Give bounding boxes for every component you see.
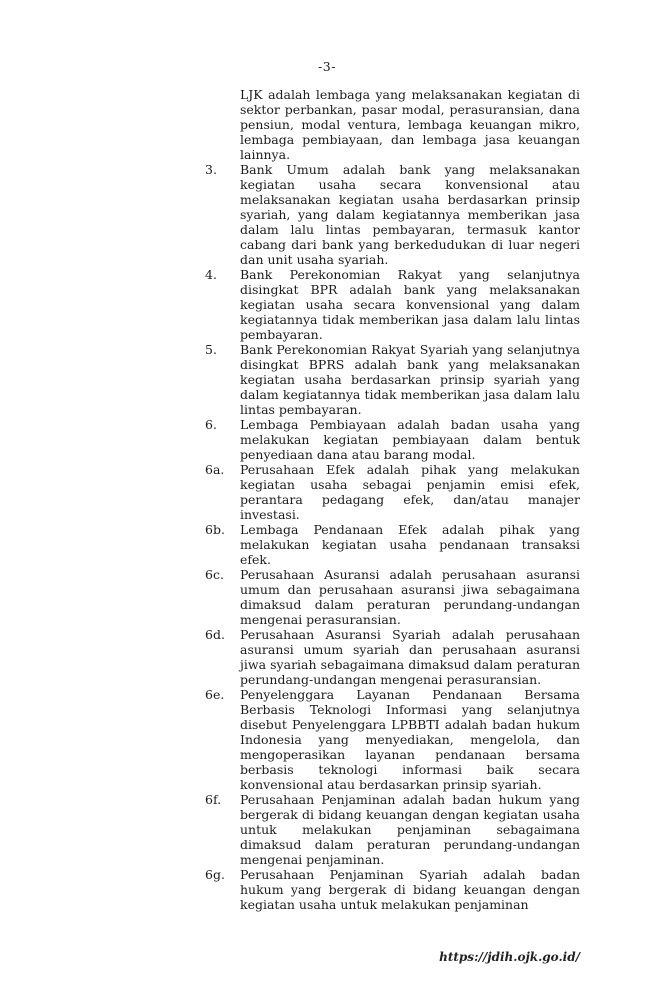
list-item-number: 6e. [205, 687, 225, 702]
list-item-text: Penyelenggara Layanan Pendanaan Bersama Berbasis Teknologi Informasi yang selanjutnya disebut Penyelenggara LPBBTI adalah badan hukum Indonesia yang menyediakan, mengelola, dan mengoperasikan layanan pendanaan bersama berbasis teknologi informasi baik secara konvensional atau berdasarkan prinsip syariah. [240, 687, 580, 792]
list-item [205, 342, 580, 417]
page-number: -3- [318, 59, 336, 74]
list-item-text: Perusahaan Efek adalah pihak yang melakukan kegiatan usaha sebagai penjamin emisi efek, perantara pedagang efek, dan/atau manajer investasi. [240, 462, 580, 522]
list-item-text: Perusahaan Asuransi Syariah adalah perusahaan asuransi umum syariah dan perusahaan asuransi jiwa syariah sebagaimana dimaksud dalam peraturan perundang-undangan mengenai perasuransian. [240, 627, 580, 687]
list-item [205, 522, 580, 567]
list-item [205, 567, 580, 627]
list-item-text: Lembaga Pembiayaan adalah badan usaha yang melakukan kegiatan pembiayaan dalam bentuk penyediaan dana atau barang modal. [240, 417, 580, 462]
list-item-text: Perusahaan Penjaminan Syariah adalah badan hukum yang bergerak di bidang keuangan dengan kegiatan usaha untuk melakukan penjaminan [240, 867, 580, 912]
list-item [205, 267, 580, 342]
list-item [205, 462, 580, 522]
list-item-number: 6c. [205, 567, 224, 582]
list-item-number: 3. [205, 162, 217, 177]
list-item-text: Bank Perekonomian Rakyat Syariah yang selanjutnya disingkat BPRS adalah bank yang melaksanakan kegiatan usaha berdasarkan prinsip syariah yang dalam kegiatannya tidak memberikan jasa dalam lalu lintas pembayaran. [240, 342, 580, 417]
list-item-text: Lembaga Pendanaan Efek adalah pihak yang melakukan kegiatan usaha pendanaan transaksi efek. [240, 522, 580, 567]
list-item [205, 792, 580, 867]
list-item-text: Bank Umum adalah bank yang melaksanakan kegiatan usaha secara konvensional atau melaksanakan kegiatan usaha berdasarkan prinsip syariah, yang dalam kegiatannya memberikan jasa dalam lalu lintas pembayaran, termasuk kantor cabang dari bank yang berkedudukan di luar negeri dan unit usaha syariah. [240, 162, 580, 267]
list-item-number: 6f. [205, 792, 222, 807]
intro-paragraph: LJK adalah lembaga yang melaksanakan kegiatan di sektor perbankan, pasar modal, perasuransian, dana pensiun, modal ventura, lembaga keuangan mikro, lembaga pembiayaan, dan lembaga jasa keuangan lainnya. [240, 87, 580, 162]
list-item-number: 6b. [205, 522, 225, 537]
list-item-number: 6. [205, 417, 217, 432]
list-item-text: Perusahaan Penjaminan adalah badan hukum yang bergerak di bidang keuangan dengan kegiatan usaha untuk melakukan penjaminan sebagaimana dimaksud dalam peraturan perundang-undangan mengenai penjaminan. [240, 792, 580, 867]
list-item-number: 6g. [205, 867, 225, 882]
footer-url: https://jdih.ojk.go.id/ [439, 950, 580, 964]
definition-list [205, 162, 580, 912]
list-item [205, 627, 580, 687]
list-item-number: 4. [205, 267, 217, 282]
list-item [205, 162, 580, 267]
list-item [205, 417, 580, 462]
list-item-text: Bank Perekonomian Rakyat yang selanjutnya disingkat BPR adalah bank yang melaksanakan kegiatan usaha secara konvensional yang dalam kegiatannya tidak memberikan jasa dalam lalu lintas pembayaran. [240, 267, 580, 342]
page-content [205, 87, 580, 912]
list-item-number: 6d. [205, 627, 225, 642]
list-item-text: Perusahaan Asuransi adalah perusahaan asuransi umum dan perusahaan asuransi jiwa sebagaimana dimaksud dalam peraturan perundang-undangan mengenai perasuransian. [240, 567, 580, 627]
list-item-number: 5. [205, 342, 217, 357]
list-item [205, 867, 580, 912]
list-item-number: 6a. [205, 462, 225, 477]
list-item [205, 687, 580, 792]
